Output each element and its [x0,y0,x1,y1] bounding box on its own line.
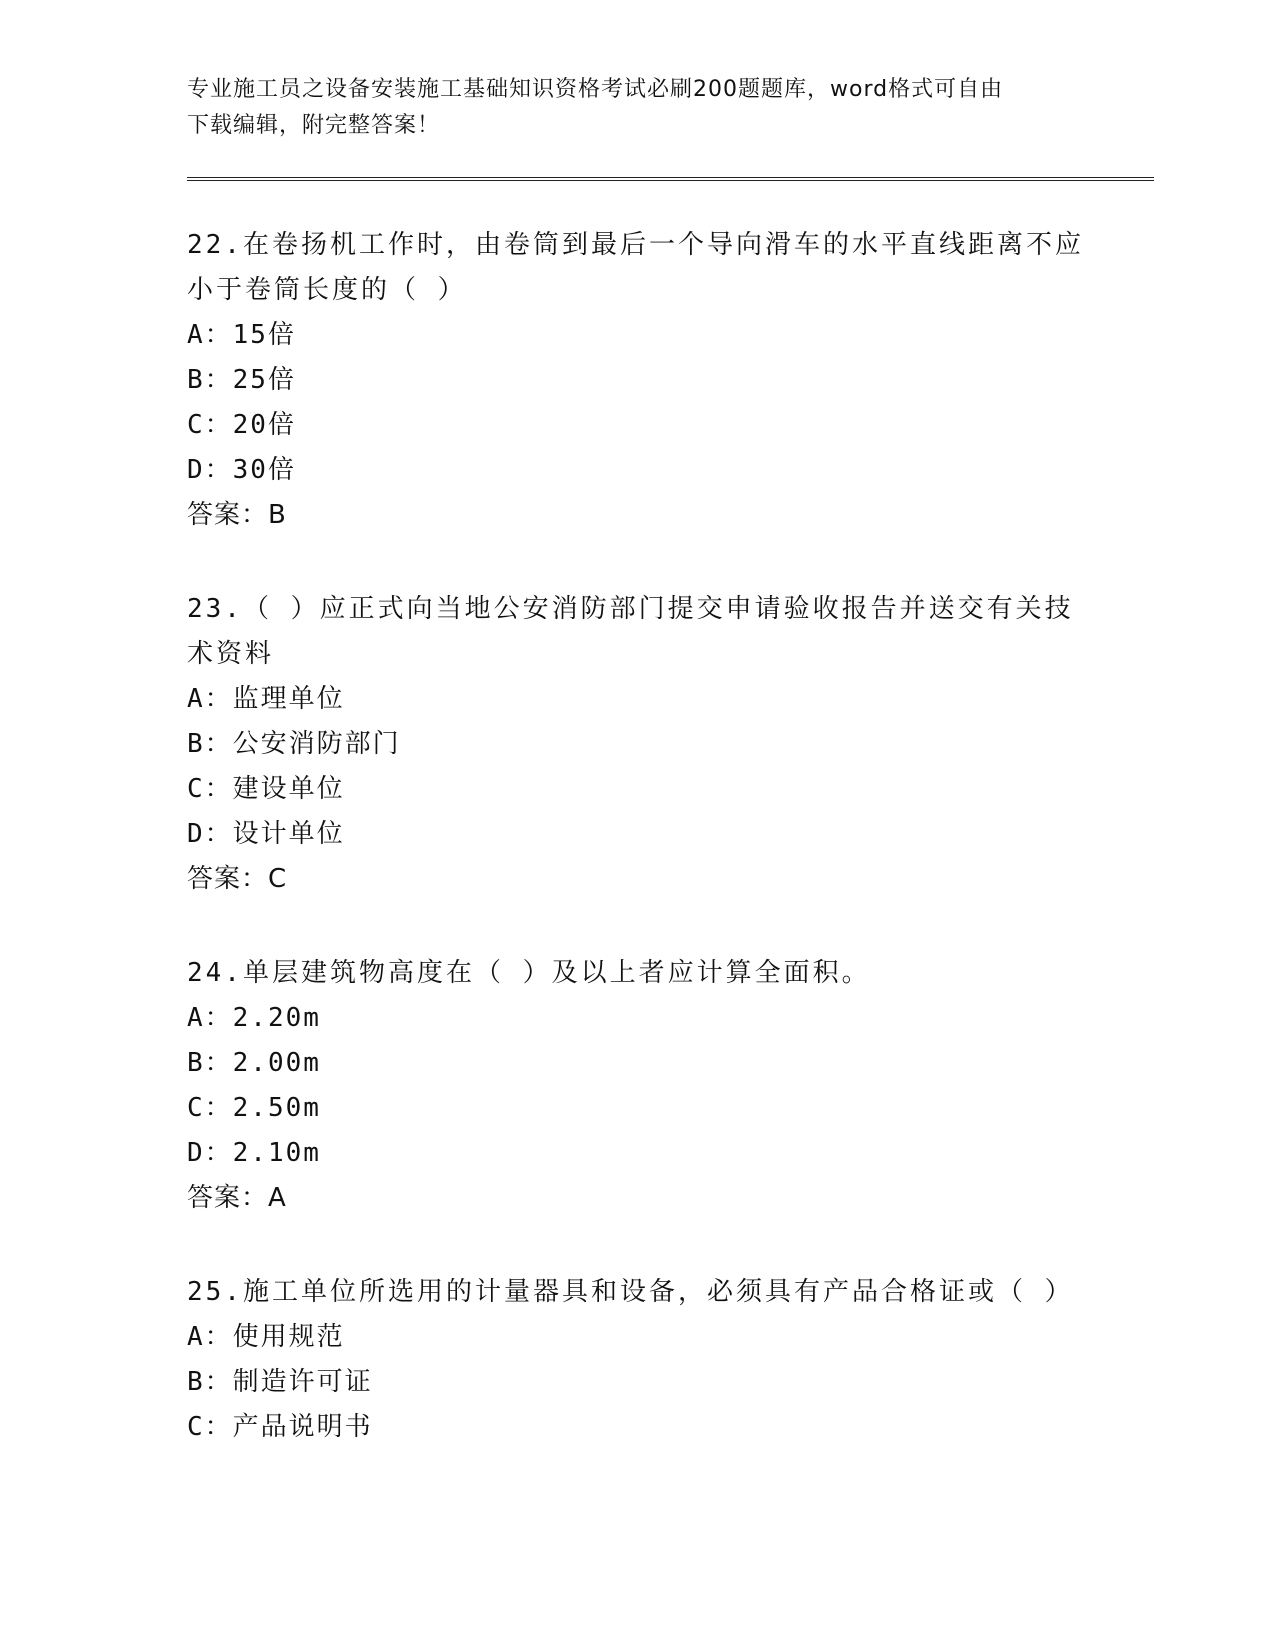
option-a: A：15倍 [187,320,296,350]
answer: 答案：A [187,1183,287,1213]
option-d: D：30倍 [187,455,296,485]
option-a: A：2.20m [187,1003,321,1033]
option-b: B：25倍 [187,365,296,395]
option-c: C：2.50m [187,1093,321,1123]
header-line-2: 下载编辑，附完整答案！ [187,113,441,138]
header-line-1: 专业施工员之设备安装施工基础知识资格考试必刷200题题库，word格式可自由 [187,77,1004,102]
answer: 答案：B [187,500,287,530]
question-stem: 24.单层建筑物高度在（ ）及以上者应计算全面积。 [187,958,871,988]
question-stem: 23.（ ）应正式向当地公安消防部门提交申请验收报告并送交有关技术资料 [187,594,1074,669]
option-b: B：公安消防部门 [187,729,401,759]
option-b: B：制造许可证 [187,1367,373,1397]
question-stem: 25.施工单位所选用的计量器具和设备，必须具有产品合格证或（ ） [187,1277,1074,1307]
question-24 [187,951,1087,1221]
question-stem: 22.在卷扬机工作时，由卷筒到最后一个导向滑车的水平直线距离不应小于卷筒长度的（ ） [187,230,1084,305]
option-c: C：建设单位 [187,774,345,804]
option-c: C：20倍 [187,410,296,440]
question-23 [187,587,1087,902]
option-c: C：产品说明书 [187,1412,373,1442]
document-header [187,72,1067,144]
option-d: D：设计单位 [187,819,345,849]
option-b: B：2.00m [187,1048,321,1078]
question-22 [187,223,1087,538]
option-a: A：监理单位 [187,684,345,714]
option-d: D：2.10m [187,1138,321,1168]
option-a: A：使用规范 [187,1322,345,1352]
answer: 答案：C [187,864,288,894]
header-divider [187,177,1154,181]
question-25 [187,1270,1087,1450]
